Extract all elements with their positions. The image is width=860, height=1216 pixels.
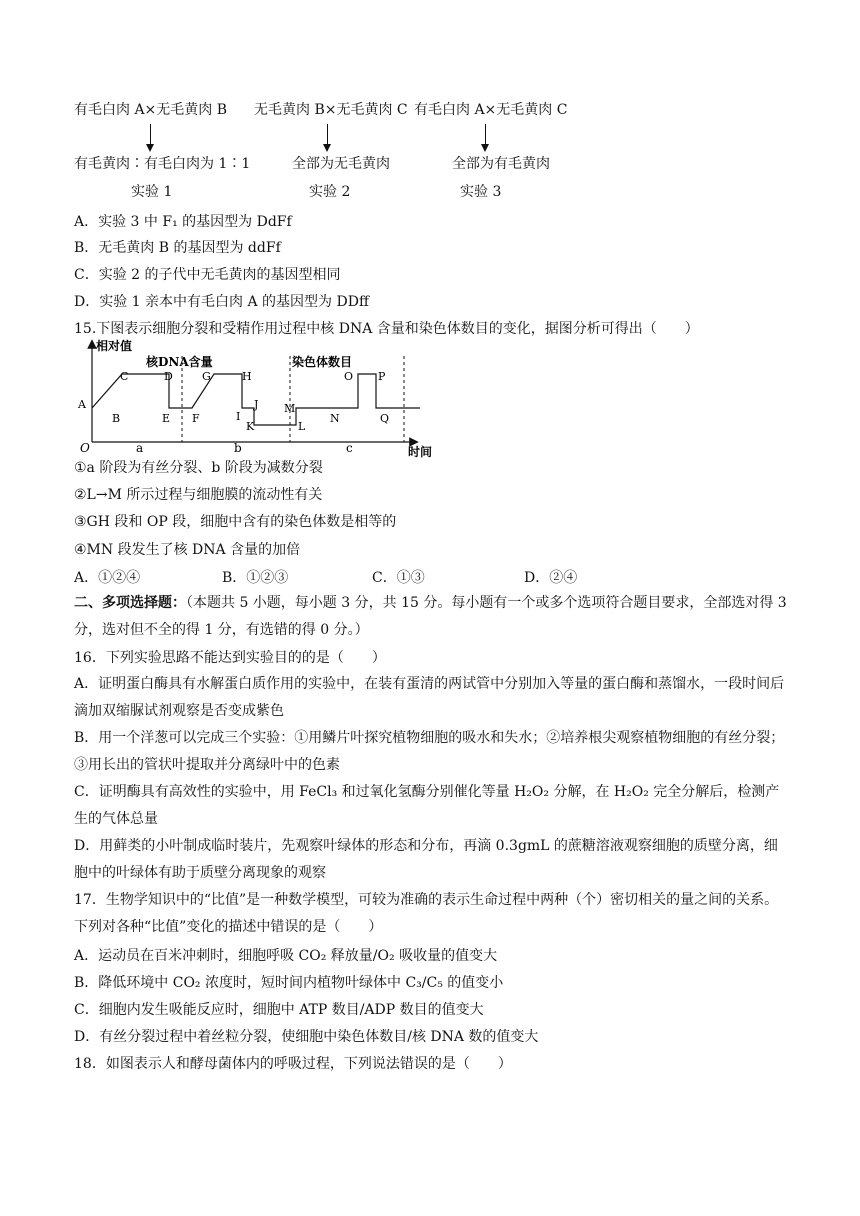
phase-label-a: a [136, 441, 144, 455]
x-axis-label: 时间 [408, 445, 433, 458]
section2-title: 二、多项选择题： [74, 595, 186, 611]
exp1-label: 实验 1 [131, 184, 173, 200]
point-label-l: L [298, 420, 306, 433]
phase-label-b: b [234, 441, 242, 455]
q15-option-b: B．①②③ [222, 570, 289, 586]
exp1-parents: 有毛白肉 A×无毛黄肉 B [74, 102, 228, 118]
exp3-offspring: 全部为有毛黄肉 [452, 156, 550, 172]
exp1-offspring: 有毛黄肉∶有毛白肉为 1∶1 [74, 156, 251, 172]
q16-option-b: B．用一个洋葱可以完成三个实验：①用鳞片叶探究植物细胞的吸水和失水；②培养根尖观察植物细胞的有丝分裂；③用长出的管状叶提取并分离绿叶中的色素 [74, 730, 785, 773]
q16-option-c: C．证明酶具有高效性的实验中，用 FeCl₃ 和过氧化氢酶分别催化等量 H₂O₂ 分解，在 H₂O₂ 完全分解后，检测产生的气体总量 [74, 784, 780, 827]
q17-option-b: B．降低环境中 CO₂ 浓度时，短时间内植物叶绿体中 C₃/C₅ 的值变小 [74, 975, 504, 991]
q17-option-a: A．运动员在百米冲刺时，细胞呼吸 CO₂ 释放量/O₂ 吸收量的值变大 [74, 948, 498, 964]
point-label-o: O [344, 370, 354, 383]
point-label-i: I [236, 410, 241, 423]
exp2-arrow-head [323, 144, 331, 152]
section-label-chromosome: 染色体数目 [292, 355, 353, 369]
point-label-p: P [378, 370, 386, 383]
point-label-m: M [284, 402, 296, 415]
exp2-offspring: 全部为无毛黄肉 [292, 156, 390, 172]
point-label-f: F [192, 412, 200, 425]
exp3-parents: 有毛白肉 A×无毛黄肉 C [414, 102, 568, 118]
section2-heading [74, 590, 790, 644]
q15-option-d: D．②④ [524, 570, 578, 586]
exp2-label: 实验 2 [309, 184, 351, 200]
q15-statement-3: ③GH 段和 OP 段，细胞中含有的染色体数是相等的 [74, 514, 397, 530]
exp1-arrow-head [146, 144, 154, 152]
q17-stem: 17．生物学知识中的“比值”是一种数学模型，可较为准确的表示生命过程中两种（个）密切相关的量之间的关系。下列对各种“比值”变化的描述中错误的是（ ） [74, 892, 779, 935]
exp2-arrow [327, 124, 328, 146]
q16-option-d: D．用藓类的小叶制成临时装片，先观察叶绿体的形态和分布，再滴 0.3gmL 的蔗糖溶液观察细胞的质壁分离，细胞中的叶绿体有助于质壁分离现象的观察 [74, 838, 778, 881]
exp3-arrow-head [481, 144, 489, 152]
exp3-label: 实验 3 [460, 184, 502, 200]
point-label-q: Q [380, 412, 390, 425]
q17-option-d: D．有丝分裂过程中着丝粒分裂，使细胞中染色体数目/核 DNA 数的值变大 [74, 1029, 539, 1045]
q15-statement-1: ①a 阶段为有丝分裂、b 阶段为减数分裂 [74, 460, 323, 476]
point-label-e: E [162, 412, 171, 425]
q16-stem: 16．下列实验思路不能达到实验目的的是（ ） [74, 650, 386, 666]
point-label-a: A [78, 398, 86, 411]
q14-option-b: B．无毛黄肉 B 的基因型为 ddFf [74, 240, 281, 256]
point-label-n: N [330, 412, 340, 425]
q17-option-c: C．细胞内发生吸能反应时，细胞中 ATP 数目/ADP 数目的值变大 [74, 1002, 484, 1018]
point-label-k: K [246, 420, 255, 433]
q14-option-a: A．实验 3 中 F₁ 的基因型为 DdFf [74, 214, 292, 230]
dna-chromosome-chart [74, 338, 454, 458]
point-label-c: C [120, 370, 129, 383]
point-label-b: B [112, 412, 121, 425]
origin-label: O [80, 441, 90, 455]
q14-option-d: D．实验 1 亲本中有毛白肉 A 的基因型为 DDff [74, 294, 369, 310]
q14-option-c: C．实验 2 的子代中无毛黄肉的基因型相同 [74, 267, 341, 283]
point-label-j: J [254, 398, 259, 411]
y-axis-label: 相对值 [96, 339, 133, 353]
section2-desc: （本题共 5 小题，每小题 3 分，共 15 分。每小题有一个或多个选项符合题目要求，全部选对得 3 分，选对但不全的得 1 分，有选错的得 0 分。） [74, 595, 787, 638]
point-label-h: H [242, 370, 252, 383]
q16-option-a: A．证明蛋白酶具有水解蛋白质作用的实验中，在装有蛋清的两试管中分别加入等量的蛋白酶和蒸馏水，一段时间后滴加双缩脲试剂观察是否变成紫色 [74, 676, 785, 719]
exp1-arrow [150, 124, 151, 146]
phase-label-c: c [346, 441, 353, 455]
exp2-parents: 无毛黄肉 B×无毛黄肉 C [254, 102, 408, 118]
point-label-g: G [202, 370, 211, 383]
q15-option-a: A．①②④ [74, 570, 141, 586]
exp3-arrow [485, 124, 486, 146]
q15-statement-2: ②L→M 所示过程与细胞膜的流动性有关 [74, 487, 323, 503]
section-label-dna: 核DNA含量 [146, 355, 213, 369]
q15-stem: 15.下图表示细胞分裂和受精作用过程中核 DNA 含量和染色体数目的变化，据图分析可得出（ ） [74, 321, 699, 337]
point-label-d: D [164, 370, 173, 383]
q15-option-c: C．①③ [372, 570, 425, 586]
q15-statement-4: ④MN 段发生了核 DNA 含量的加倍 [74, 542, 301, 558]
q18-stem: 18．如图表示人和酵母菌体内的呼吸过程，下列说法错误的是（ ） [74, 1056, 512, 1072]
